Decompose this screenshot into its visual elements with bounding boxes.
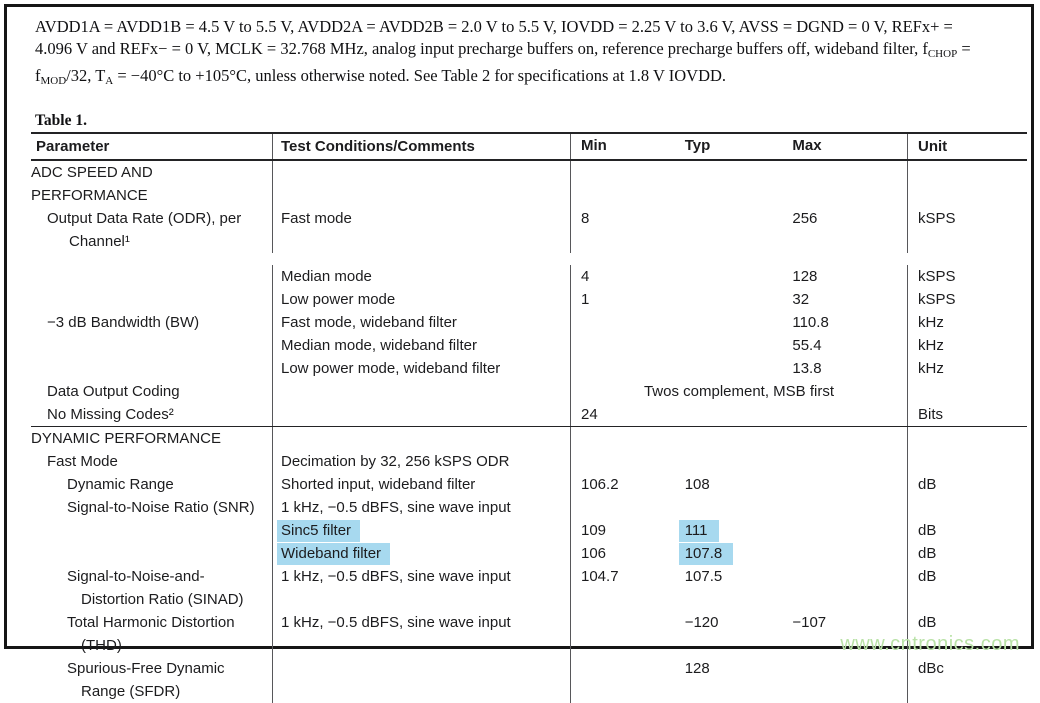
condition-text: 1 kHz, −0.5 dBFS, sine wave input xyxy=(281,499,511,516)
highlighted-condition-text: Sinc5 filter xyxy=(277,520,360,542)
unit-cell xyxy=(908,161,1027,207)
table-row xyxy=(31,403,1027,426)
conditions-cell xyxy=(273,473,571,496)
values-cell xyxy=(571,161,908,207)
parameter-text: Spurious-Free Dynamic xyxy=(67,660,225,677)
min-value: 1 xyxy=(581,291,590,308)
min-value: 8 xyxy=(581,210,590,227)
parameter-cell xyxy=(31,519,273,542)
parameter-text: −3 dB Bandwidth (BW) xyxy=(47,314,200,331)
parameter-cell xyxy=(31,496,273,519)
column-header-max: Max xyxy=(792,137,822,154)
values-cell xyxy=(571,334,908,357)
conditions-cell xyxy=(273,403,571,426)
unit-cell xyxy=(908,450,1027,473)
parameter-cell xyxy=(31,380,273,403)
values-cell xyxy=(571,288,908,311)
parameter-text: Signal-to-Noise-and- xyxy=(67,568,205,585)
typ-value xyxy=(685,611,793,634)
conditions-text: f xyxy=(35,66,41,85)
parameter-text: ADC SPEED AND PERFORMANCE xyxy=(31,164,153,204)
unit-cell: kSPS xyxy=(918,210,956,227)
unit-cell: kHz xyxy=(918,337,944,354)
conditions-cell xyxy=(273,334,571,357)
unit-cell: kHz xyxy=(918,360,944,377)
section-row xyxy=(31,426,1027,450)
values-cell xyxy=(571,427,908,450)
unit-cell xyxy=(908,380,1027,403)
parameter-text: Distortion Ratio (SINAD) xyxy=(81,591,244,608)
conditions-cell xyxy=(273,161,571,207)
unit-cell xyxy=(908,496,1027,519)
conditions-text: /32, T xyxy=(66,66,106,85)
values-cell xyxy=(571,311,908,334)
subscript-text: A xyxy=(105,75,114,87)
table-row xyxy=(31,657,1027,703)
typ-value-text: 128 xyxy=(684,660,710,677)
highlighted-condition-text: Wideband filter xyxy=(277,543,390,565)
parameter-cell xyxy=(31,357,273,380)
max-value: 32 xyxy=(792,291,810,308)
table-row xyxy=(31,380,1027,403)
conditions-cell xyxy=(273,496,571,519)
values-cell xyxy=(571,265,908,288)
max-value: 13.8 xyxy=(792,360,822,377)
parameter-cell xyxy=(31,611,273,657)
conditions-cell xyxy=(273,611,571,657)
table-row xyxy=(31,565,1027,611)
parameter-text: Output Data Rate (ODR), per xyxy=(47,210,242,227)
parameter-cell xyxy=(31,265,273,288)
typ-value xyxy=(685,657,793,680)
table-body xyxy=(31,161,1027,703)
parameter-cell xyxy=(31,207,273,253)
min-value: 104.7 xyxy=(581,568,619,585)
conditions-line xyxy=(35,16,1031,38)
column-header-unit: Unit xyxy=(918,138,948,155)
parameter-cell xyxy=(31,311,273,334)
conditions-text: = xyxy=(957,39,971,58)
parameter-text: No Missing Codes² xyxy=(47,406,174,423)
typ-value-text: 108 xyxy=(684,476,710,493)
column-header-typ: Typ xyxy=(684,137,711,154)
values-cell xyxy=(571,357,908,380)
conditions-cell xyxy=(273,565,571,611)
conditions-cell xyxy=(273,657,571,703)
conditions-cell xyxy=(273,207,571,253)
condition-text: 1 kHz, −0.5 dBFS, sine wave input xyxy=(281,614,511,631)
conditions-text: 4.096 V and REFx− = 0 V, MCLK = 32.768 MHz, analog input precharge buffers on, reference precharge buffers off, wideband filter, f xyxy=(35,39,928,58)
parameter-cell xyxy=(31,565,273,611)
table-row xyxy=(31,542,1027,565)
unit-cell: dBc xyxy=(918,660,944,677)
conditions-cell xyxy=(273,288,571,311)
max-value: 256 xyxy=(792,210,818,227)
condition-text: Fast mode, wideband filter xyxy=(281,314,457,331)
unit-cell: dB xyxy=(918,614,937,631)
max-value: 110.8 xyxy=(792,314,829,331)
unit-cell: dB xyxy=(918,522,937,539)
condition-text: Fast mode xyxy=(281,210,352,227)
conditions-cell xyxy=(273,380,571,403)
watermark: www.cntronics.com xyxy=(840,633,1020,655)
min-value: 106 xyxy=(581,545,607,562)
condition-text: Shorted input, wideband filter xyxy=(281,476,476,493)
unit-cell: kHz xyxy=(918,314,944,331)
unit-cell xyxy=(908,427,1027,450)
table-row xyxy=(31,496,1027,519)
conditions-cell xyxy=(273,427,571,450)
values-cell xyxy=(571,403,908,426)
conditions-text: = −40°C to +105°C, unless otherwise noted. See Table 2 for specifications at 1.8 V IOVDD. xyxy=(113,66,727,85)
values-cell xyxy=(571,496,908,519)
unit-cell: dB xyxy=(918,545,937,562)
typ-value xyxy=(685,519,793,542)
table-row xyxy=(31,265,1027,288)
table-row xyxy=(31,288,1027,311)
subscript-text: CHOP xyxy=(927,48,958,60)
values-cell xyxy=(571,450,908,473)
typ-value-text: −120 xyxy=(684,614,719,631)
column-header-values-group xyxy=(571,134,908,159)
parameter-text: Fast Mode xyxy=(47,453,118,470)
column-header-parameter: Parameter xyxy=(31,134,273,159)
conditions-cell xyxy=(273,357,571,380)
unit-cell: kSPS xyxy=(918,268,956,285)
parameter-cell xyxy=(31,161,273,207)
conditions-cell xyxy=(273,311,571,334)
spanning-value-text: Twos complement, MSB first xyxy=(643,383,835,400)
subscript-text: MOD xyxy=(40,75,67,87)
table-row xyxy=(31,207,1027,265)
column-header-min: Min xyxy=(581,137,607,154)
column-header-conditions: Test Conditions/Comments xyxy=(273,134,571,159)
parameter-text: Data Output Coding xyxy=(47,383,180,400)
values-cell xyxy=(571,473,908,496)
table-header-row xyxy=(31,132,1027,161)
unit-cell: dB xyxy=(918,568,937,585)
condition-text: Low power mode xyxy=(281,291,396,308)
values-cell xyxy=(571,207,908,253)
conditions-line xyxy=(35,38,1031,65)
parameter-cell xyxy=(31,427,273,450)
min-value: 24 xyxy=(581,406,598,423)
table-row xyxy=(31,473,1027,496)
typ-value xyxy=(685,542,793,565)
typ-value-text: 107.5 xyxy=(684,568,723,585)
min-value: 109 xyxy=(581,522,607,539)
values-cell xyxy=(571,565,908,611)
parameter-cell xyxy=(31,657,273,703)
condition-text: Median mode, wideband filter xyxy=(281,337,477,354)
max-value: 55.4 xyxy=(792,337,822,354)
parameter-cell xyxy=(31,334,273,357)
highlighted-typ-value: 111 xyxy=(679,520,719,542)
parameter-cell xyxy=(31,450,273,473)
unit-cell: kSPS xyxy=(918,291,956,308)
table-row xyxy=(31,519,1027,542)
conditions-cell xyxy=(273,542,571,565)
spec-table xyxy=(31,132,1027,703)
parameter-cell xyxy=(31,403,273,426)
values-cell xyxy=(571,519,908,542)
max-value: −107 xyxy=(792,614,827,631)
condition-text: Median mode xyxy=(281,268,372,285)
highlighted-typ-value: 107.8 xyxy=(679,543,734,565)
typ-value xyxy=(685,565,793,588)
values-cell xyxy=(571,380,908,403)
parameter-text: Range (SFDR) xyxy=(81,683,181,700)
conditions-cell xyxy=(273,450,571,473)
min-value: 106.2 xyxy=(581,476,619,493)
parameter-text: Dynamic Range xyxy=(67,476,174,493)
conditions-cell xyxy=(273,265,571,288)
table-row xyxy=(31,311,1027,334)
conditions-text: AVDD1A = AVDD1B = 4.5 V to 5.5 V, AVDD2A = AVDD2B = 2.0 V to 5.5 V, IOVDD = 2.25 V to 3.6 V, AVSS = DGND = 0 V, REFx+ = xyxy=(35,17,953,36)
unit-cell: Bits xyxy=(918,406,944,423)
parameter-text: Total Harmonic Distortion xyxy=(67,614,235,631)
parameter-cell xyxy=(31,542,273,565)
table-row xyxy=(31,450,1027,473)
parameter-text: Signal-to-Noise Ratio (SNR) xyxy=(67,499,255,516)
operating-conditions-paragraph xyxy=(35,16,1031,92)
values-cell xyxy=(571,657,908,703)
min-value: 4 xyxy=(581,268,590,285)
condition-text: Decimation by 32, 256 kSPS ODR xyxy=(281,453,510,470)
section-row xyxy=(31,161,1027,207)
typ-value xyxy=(685,473,793,496)
page-frame xyxy=(4,4,1034,700)
conditions-cell xyxy=(273,519,571,542)
table-row xyxy=(31,357,1027,380)
unit-cell: dB xyxy=(918,476,937,493)
table-title: Table 1. xyxy=(35,112,87,129)
max-value: 128 xyxy=(792,268,818,285)
parameter-text: Channel¹ xyxy=(69,233,130,250)
parameter-cell xyxy=(31,473,273,496)
parameter-text: DYNAMIC PERFORMANCE xyxy=(31,430,222,447)
condition-text: Low power mode, wideband filter xyxy=(281,360,501,377)
values-cell xyxy=(571,542,908,565)
parameter-text: (THD) xyxy=(81,637,122,654)
conditions-line xyxy=(35,65,1031,92)
condition-text: 1 kHz, −0.5 dBFS, sine wave input xyxy=(281,568,511,585)
parameter-cell xyxy=(31,288,273,311)
table-row xyxy=(31,334,1027,357)
